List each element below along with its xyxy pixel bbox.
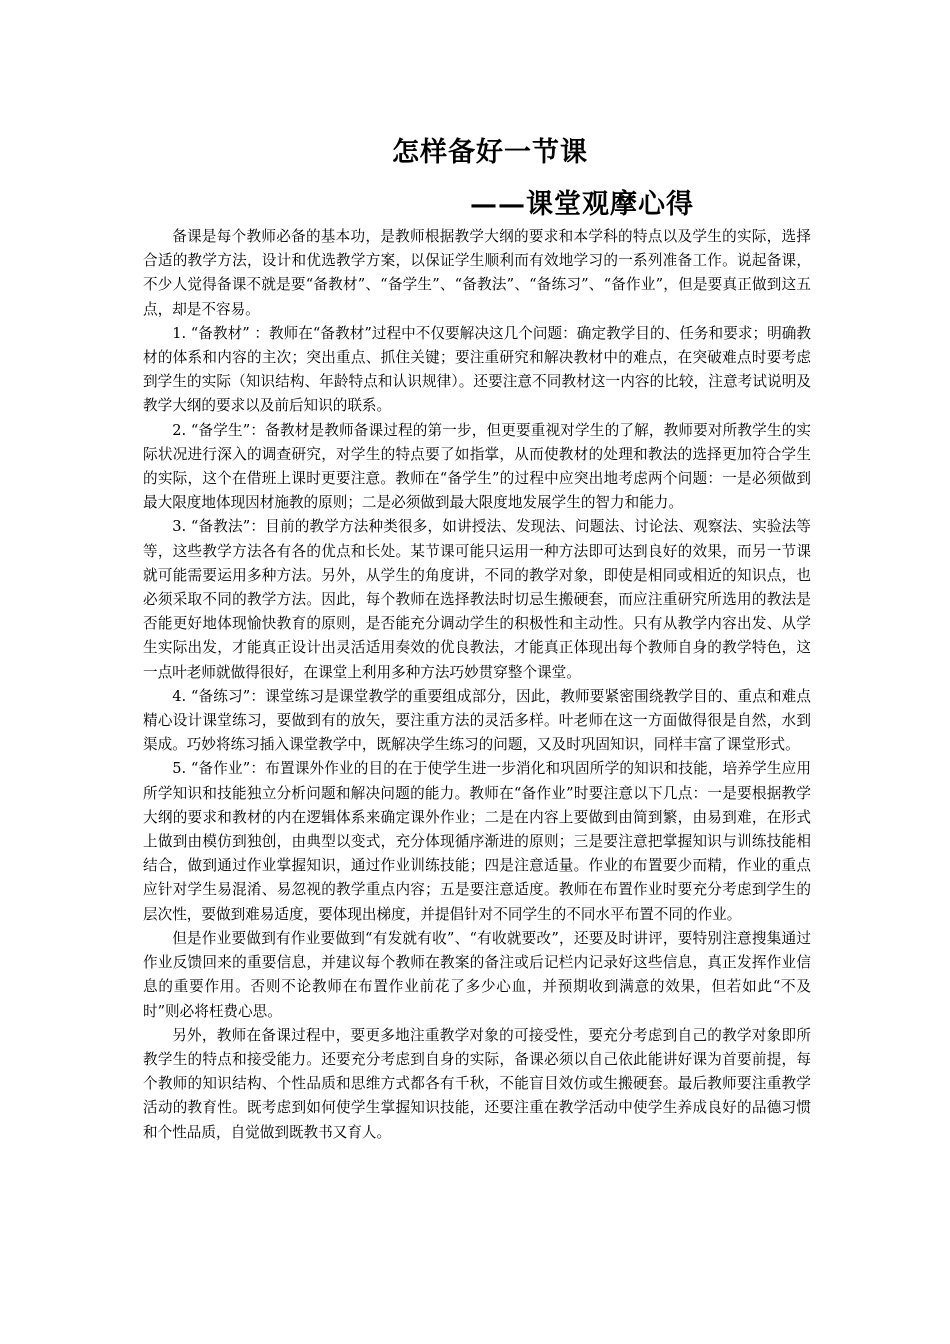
- paragraph-prepare-textbook: 1. “备教材” ：教师在“备教材”过程中不仅要解决这几个问题：确定教学目的、任务和要求；明确教材的体系和内容的主次；突出重点、抓住关键；要注重研究和解决教材中的难点，在突破难点时要考虑到学生的实际（知识结构、年龄特点和认识规律）。还要注意不同教材这一内容的比较，注意考试说明及教学大纲的要求以及前后知识的联系。: [143, 324, 811, 415]
- paragraph-prepare-exercises: 4. “备练习”：课堂练习是课堂教学的重要组成部分，因此，教师要紧密围绕教学目的、重点和难点精心设计课堂练习，要做到有的放矢，要注重方法的灵活多样。叶老师在这一方面做得很是自然，水到渠成。巧妙将练习插入课堂教学中，既解决学生练习的问题，又及时巩固知识，同样丰富了课堂形式。: [143, 687, 811, 754]
- paragraph-prepare-homework: 5. “备作业”：布置课外作业的目的在于使学生进一步消化和巩固所学的知识和技能，培养学生应用所学知识和技能独立分析问题和解决问题的能力。教师在“备作业”时要注意以下几点：一是要根据教学大纲的要求和教材的内在逻辑体系来确定课外作业；二是在内容上要做到由简到繁，由易到难，在形式上做到由模仿到独创，由典型以变式，充分体现循序渐进的原则；三是要注意把掌握知识与训练技能相结合，做到通过作业掌握知识，通过作业训练技能；四是注意适量。作业的布置要少而精，作业的重点应针对学生易混淆、易忽视的教学重点内容；五是要注意适度。教师在布置作业时要充分考虑到学生的层次性，要做到难易适度，要体现出梯度，并提倡针对不同学生的不同水平布置不同的作业。: [143, 760, 811, 923]
- paragraph-prepare-students: 2. “备学生”：备教材是教师备课过程的第一步，但更要重视对学生的了解，教师要对所教学生的实际状况进行深入的调查研究，对学生的特点要了如指掌，从而使教材的处理和教法的选择更加符合学生的实际，这个在借班上课时更要注意。教师在“备学生”的过程中应突出地考虑两个问题：一是必须做到最大限度地体现因材施教的原则；二是必须做到最大限度地发展学生的智力和能力。: [143, 421, 811, 512]
- paragraph-homework-feedback: 但是作业要做到有作业要做到“有发就有收”、“有收就要改”，还要及时讲评，要特别注意搜集通过作业反馈回来的重要信息，并建议每个教师在教案的备注或后记栏内记录好这些信息，真正发挥作业信息的重要作用。否则不论教师在布置作业前花了多少心血，并预期收到满意的效果，但若如此“不及时”则必将枉费心思。: [143, 929, 811, 1020]
- document-subtitle: ——课堂观摩心得: [470, 189, 694, 220]
- paragraph-prepare-methods: 3. “备教法”：目前的教学方法种类很多，如讲授法、发现法、问题法、讨论法、观察法、实验法等等，这些教学方法各有各的优点和长处。某节课可能只运用一种方法即可达到良好的效果，而另一节课就可能需要运用多种方法。另外，从学生的角度讲，不同的教学对象，即使是相同或相近的知识点，也必须采取不同的教学方法。因此，每个教师在选择教法时切忌生搬硬套，而应注重研究所选用的教法是否能更好地体现愉快教育的原则，是否能充分调动学生的积极性和主动性。只有从教学内容出发、从学生实际出发，才能真正设计出灵活适用奏效的优良教法，才能真正体现出每个教师自身的教学特色，这一点叶老师就做得很好，在课堂上利用多种方法巧妙贯穿整个课堂。: [143, 518, 811, 681]
- paragraph-conclusion: 另外，教师在备课过程中，要更多地注重教学对象的可接受性，要充分考虑到自己的教学对象即所教学生的特点和接受能力。还要充分考虑到自身的实际，备课必须以自己依此能讲好课为首要前提，每个教师的知识结构、个性品质和思维方式都各有千秋，不能盲目效仿或生搬硬套。最后教师要注重教学活动的教育性。既考虑到如何使学生掌握知识技能，还要注重在教学活动中使学生养成良好的品德习惯和个性品质，自觉做到既教书又育人。: [143, 1026, 811, 1141]
- paragraph-intro: 备课是每个教师必备的基本功，是教师根据教学大纲的要求和本学科的特点以及学生的实际，选择合适的教学方法，设计和优选教学方案，以保证学生顺利而有效地学习的一系列准备工作。说起备课，不少人觉得备课不就是要“备教材”、“备学生”、“备教法”、“备练习”、“备作业”，但是要真正做到这五点，却是不容易。: [143, 228, 811, 318]
- document-body: [143, 225, 811, 1145]
- document-title: 怎样备好一节课: [392, 137, 588, 168]
